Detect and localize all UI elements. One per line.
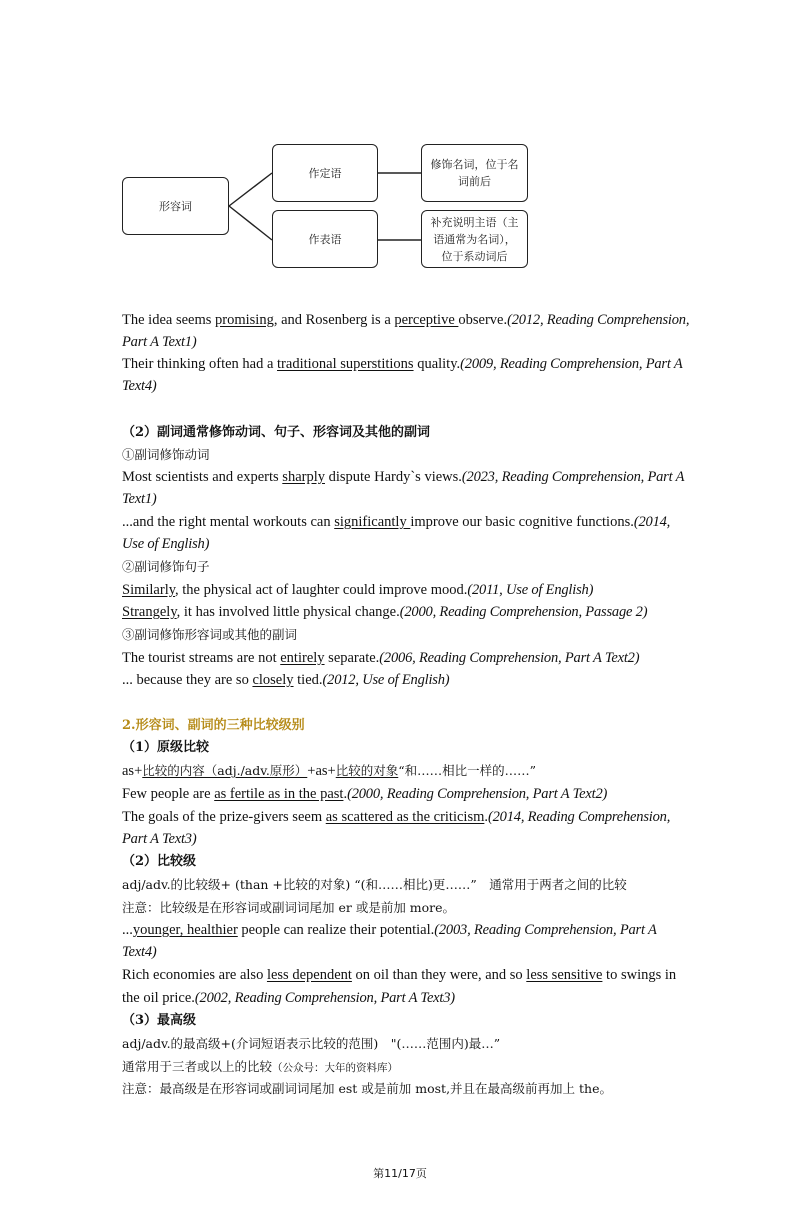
example-line: Rich economies are also less dependent on oil than they were, and so less sensitive to swings in <box>122 967 677 983</box>
diagram-connectors <box>0 0 800 300</box>
rule-line: adj/adv.的比较级+ (than +比较的对象) “(和……相比)更……” 通常用于两者之间的比较 <box>122 877 627 892</box>
example-source: Part A Text3) <box>122 831 197 847</box>
diagram-attr-box <box>272 144 378 202</box>
diagram-note-attr-box <box>421 144 528 202</box>
sub-heading: ③副词修饰形容词或其他的副词 <box>122 627 298 642</box>
diagram-pred-label: 作表语 <box>308 232 342 246</box>
diagram-note-pred-box <box>421 210 528 268</box>
example-source: Text4) <box>122 378 157 394</box>
example-line: The idea seems promising, and Rosenberg is a perceptive observe.(2012, Reading Comprehension, <box>122 312 690 328</box>
example-source: Part A Text1) <box>122 334 197 350</box>
sub-heading: ①副词修饰动词 <box>122 447 210 462</box>
diagram-attr-label: 作定语 <box>308 166 342 180</box>
diagram-note-pred: 补充说明主语（主语通常为名词），位于系动词后 <box>430 215 519 263</box>
page-number: 第11/17页 <box>373 1167 427 1180</box>
diagram-note-attr: 修饰名词，位于名词前后 <box>430 158 519 188</box>
note-line: 注意：最高级是在形容词或副词词尾加 est 或是前加 most,并且在最高级前再加上 the。 <box>122 1081 612 1096</box>
rule-line: adj/adv.的最高级+(介词短语表示比较的范围) "(……范围内)最…” <box>122 1036 501 1051</box>
example-line: ... because they are so closely tied.(2012, Use of English) <box>122 672 450 688</box>
example-source: Use of English) <box>122 536 210 552</box>
note-line: 通常用于三者或以上的比较（公众号：大年的资料库） <box>122 1059 399 1074</box>
example-line: Similarly, the physical act of laughter could improve mood.(2011, Use of English) <box>122 582 594 598</box>
sub-section-heading: （3）最高级 <box>122 1013 197 1028</box>
note-line: 注意：比较级是在形容词或副词词尾加 er 或是前加 more。 <box>122 900 456 915</box>
example-source: Text4) <box>122 944 157 960</box>
sub-section-heading: （2）比较级 <box>122 854 197 869</box>
diagram-root-box <box>122 177 229 235</box>
example-line: ...and the right mental workouts can significantly improve our basic cognitive functions.(2014, <box>122 514 671 530</box>
section-heading: （2）副词通常修饰动词、句子、形容词及其他的副词 <box>122 425 431 440</box>
example-line: Strangely, it has involved little physical change.(2000, Reading Comprehension, Passage 2) <box>122 604 648 620</box>
section-heading: 2.形容词、副词的三种比较级别 <box>122 718 305 733</box>
diagram-root-label: 形容词 <box>159 199 192 213</box>
example-line: ...younger, healthier people can realize their potential.(2003, Reading Comprehension, Part A <box>122 922 657 938</box>
sub-heading: ②副词修饰句子 <box>122 559 210 574</box>
example-line: Few people are as fertile as in the past.(2000, Reading Comprehension, Part A Text2) <box>122 786 608 802</box>
example-line: The tourist streams are not entirely separate.(2006, Reading Comprehension, Part A Text2) <box>122 650 640 666</box>
example-source: Text1) <box>122 491 157 507</box>
example-line: Their thinking often had a traditional superstitions quality.(2009, Reading Comprehension, Part A <box>122 356 683 372</box>
example-line: The goals of the prize-givers seem as scattered as the criticism.(2014, Reading Comprehension, <box>122 809 671 825</box>
diagram-pred-box <box>272 210 378 268</box>
example-line: Most scientists and experts sharply dispute Hardy`s views.(2023, Reading Comprehension, Part A <box>122 469 685 485</box>
example-line: the oil price.(2002, Reading Comprehension, Part A Text3) <box>122 990 455 1006</box>
sub-section-heading: （1）原级比较 <box>122 740 210 755</box>
rule-line: as+比较的内容（adj./adv.原形）+as+比较的对象“和……相比一样的……” <box>122 763 537 779</box>
